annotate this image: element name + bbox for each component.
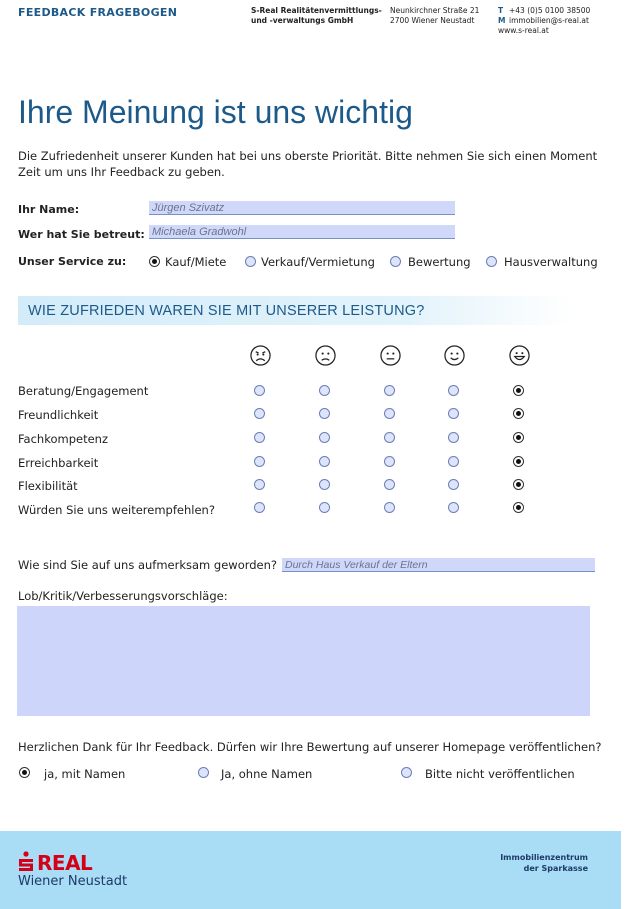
company-contact bbox=[498, 6, 590, 36]
sparkasse-s-logo-icon bbox=[17, 851, 35, 873]
source-field[interactable]: Durch Haus Verkauf der Eltern bbox=[282, 558, 595, 572]
service-option-label: Verkauf/Vermietung bbox=[261, 255, 375, 269]
logo-city: Wiener Neustadt bbox=[18, 874, 128, 889]
logo-wordmark: REAL bbox=[37, 851, 93, 875]
service-option-label: Kauf/Miete bbox=[165, 255, 227, 269]
service-option-label: Hausverwaltung bbox=[504, 255, 598, 269]
comments-label: Lob/Kritik/Verbesserungsvorschläge: bbox=[18, 589, 228, 603]
rating-radio[interactable] bbox=[513, 385, 524, 396]
service-label: Unser Service zu: bbox=[18, 255, 127, 268]
publish-option-radio[interactable] bbox=[19, 767, 30, 778]
rating-radio[interactable] bbox=[448, 456, 459, 467]
rating-radio[interactable] bbox=[513, 456, 524, 467]
footer-note: Immobilienzentrum der Sparkasse bbox=[500, 853, 588, 873]
rating-row-label: Fachkompetenz bbox=[18, 432, 108, 446]
rating-radio[interactable] bbox=[254, 432, 265, 443]
rating-radio[interactable] bbox=[254, 502, 265, 513]
rating-radio[interactable] bbox=[254, 385, 265, 396]
rating-radio[interactable] bbox=[513, 479, 524, 490]
name-label: Ihr Name: bbox=[18, 203, 80, 216]
rating-radio[interactable] bbox=[319, 385, 330, 396]
rating-radio[interactable] bbox=[513, 502, 524, 513]
rating-row-label: Flexibilität bbox=[18, 479, 78, 493]
rating-radio[interactable] bbox=[384, 456, 395, 467]
rating-radio[interactable] bbox=[319, 479, 330, 490]
rating-radio[interactable] bbox=[448, 502, 459, 513]
service-option-label: Bewertung bbox=[408, 255, 471, 269]
source-label: Wie sind Sie auf uns aufmerksam geworden? bbox=[18, 558, 278, 572]
publish-option-label: ja, mit Namen bbox=[44, 767, 126, 781]
email-address: immobilien@s-real.at bbox=[509, 16, 589, 25]
name-field[interactable]: Jürgen Szivatz bbox=[149, 201, 455, 215]
phone-number: +43 (0)5 0100 38500 bbox=[509, 6, 591, 15]
intro-text: Die Zufriedenheit unserer Kunden hat bei uns oberste Priorität. Bitte nehmen Sie sich einen Moment Zeit um uns Ihr Feedback zu geben. bbox=[18, 149, 598, 179]
comments-textarea[interactable] bbox=[17, 606, 590, 716]
rating-radio[interactable] bbox=[384, 408, 395, 419]
document-title: FEEDBACK FRAGEBOGEN bbox=[18, 6, 178, 19]
advisor-label: Wer hat Sie betreut: bbox=[18, 228, 145, 241]
rating-radio[interactable] bbox=[319, 408, 330, 419]
service-option-radio[interactable] bbox=[245, 256, 256, 267]
happy-icon bbox=[444, 345, 465, 366]
rating-radio[interactable] bbox=[513, 432, 524, 443]
rating-radio[interactable] bbox=[254, 479, 265, 490]
page-headline: Ihre Meinung ist uns wichtig bbox=[18, 94, 413, 130]
mail-key: M bbox=[498, 16, 506, 25]
section-title: WIE ZUFRIEDEN WAREN SIE MIT UNSERER LEISTUNG? bbox=[28, 303, 425, 319]
neutral-icon bbox=[380, 345, 401, 366]
company-address: Neunkirchner Straße 21 2700 Wiener Neustadt bbox=[390, 6, 480, 25]
rating-radio[interactable] bbox=[384, 385, 395, 396]
website: www.s-real.at bbox=[498, 26, 549, 35]
very-unhappy-icon bbox=[250, 345, 271, 366]
rating-radio[interactable] bbox=[448, 408, 459, 419]
rating-radio[interactable] bbox=[448, 385, 459, 396]
rating-row-label: Beratung/Engagement bbox=[18, 384, 149, 398]
very-happy-icon bbox=[509, 345, 530, 366]
publish-option-radio[interactable] bbox=[198, 767, 209, 778]
rating-radio[interactable] bbox=[384, 432, 395, 443]
rating-radio[interactable] bbox=[254, 456, 265, 467]
rating-radio[interactable] bbox=[448, 432, 459, 443]
rating-row-label: Erreichbarkeit bbox=[18, 456, 99, 470]
service-option-radio[interactable] bbox=[149, 256, 160, 267]
company-name: S-Real Realitätenvermittlungs- und -verwaltungs GmbH bbox=[251, 6, 382, 25]
rating-radio[interactable] bbox=[384, 502, 395, 513]
rating-row-label: Freundlichkeit bbox=[18, 408, 99, 422]
publish-question: Herzlichen Dank für Ihr Feedback. Dürfen wir Ihre Bewertung auf unserer Homepage veröffentlichen? bbox=[18, 740, 602, 754]
service-option-radio[interactable] bbox=[390, 256, 401, 267]
phone-key: T bbox=[498, 6, 504, 15]
unhappy-icon bbox=[315, 345, 336, 366]
rating-radio[interactable] bbox=[254, 408, 265, 419]
publish-option-label: Bitte nicht veröffentlichen bbox=[425, 767, 575, 781]
publish-option-label: Ja, ohne Namen bbox=[221, 767, 313, 781]
rating-radio[interactable] bbox=[319, 456, 330, 467]
rating-radio[interactable] bbox=[319, 432, 330, 443]
rating-radio[interactable] bbox=[448, 479, 459, 490]
advisor-field[interactable]: Michaela Gradwohl bbox=[149, 225, 455, 239]
rating-radio[interactable] bbox=[384, 479, 395, 490]
service-option-radio[interactable] bbox=[486, 256, 497, 267]
rating-radio[interactable] bbox=[513, 408, 524, 419]
publish-option-radio[interactable] bbox=[401, 767, 412, 778]
rating-row-label: Würden Sie uns weiterempfehlen? bbox=[18, 503, 215, 517]
rating-radio[interactable] bbox=[319, 502, 330, 513]
